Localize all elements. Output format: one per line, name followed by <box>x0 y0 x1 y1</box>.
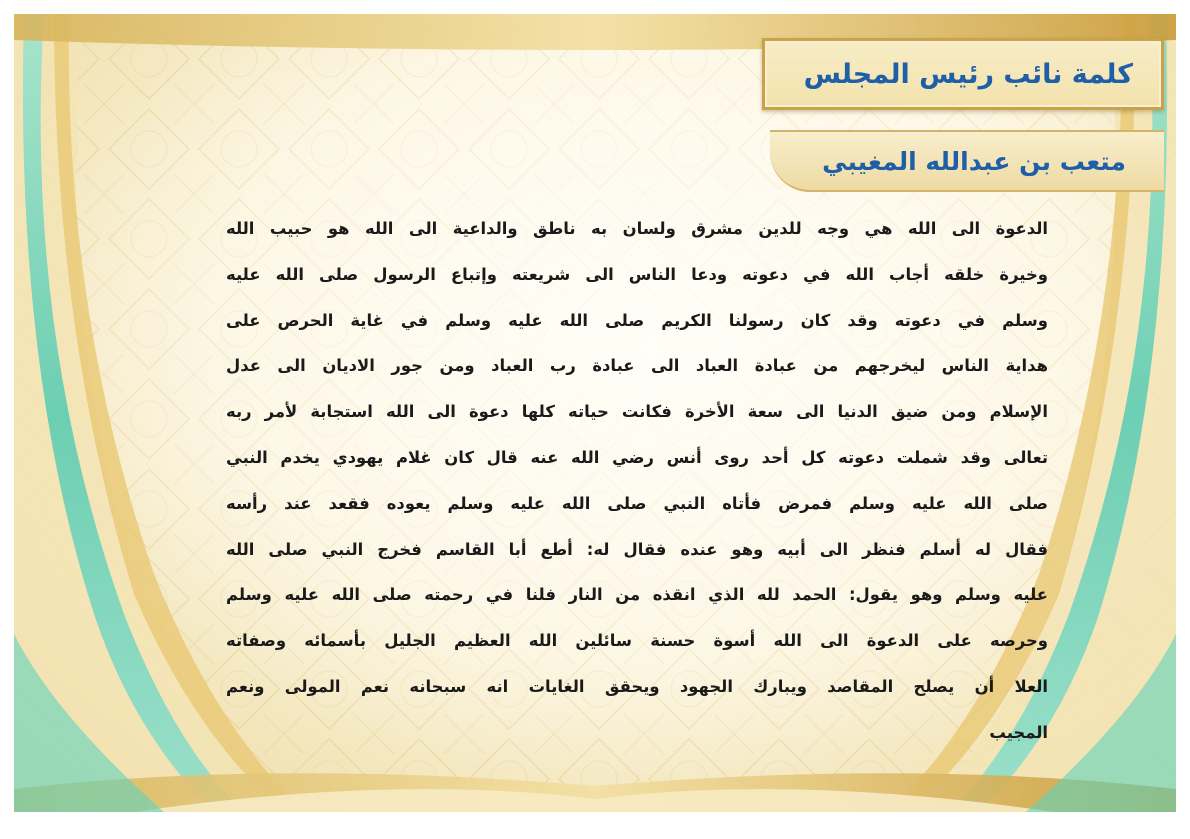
title-banner <box>762 38 1164 110</box>
body-line: صلى الله عليه وسلم فمرض فأتاه النبي صلى الله عليه وسلم يعوده فقعد عند رأسه <box>226 493 1048 513</box>
speaker-name: متعب بن عبدالله المغيبي <box>822 146 1126 176</box>
body-line: عليه وسلم وهو يقول: الحمد لله الذي انقذه من النار فلنا في رحمته صلى الله عليه وسلم <box>226 585 1048 605</box>
body-line: العلا أن يصلح المقاصد ويبارك الجهود ويحقق الغايات انه سبحانه نعم المولى ونعم <box>226 676 1048 696</box>
body-line: المجيب <box>989 722 1048 742</box>
decorative-frame <box>14 14 1176 812</box>
body-line: وسلم في دعوته وقد كان رسولنا الكريم صلى الله عليه وسلم في غاية الحرص على <box>226 310 1048 330</box>
body-line: فقال له أسلم فنظر الى أبيه وهو عنده فقال له: أطع أبا القاسم فخرج النبي صلى الله <box>226 539 1048 559</box>
speech-body <box>226 206 1048 756</box>
body-line: الإسلام ومن ضيق الدنيا الى سعة الأخرة فكانت حياته كلها دعوة الى الله استجابة لأمر ربه <box>226 402 1048 422</box>
body-line: وحرصه على الدعوة الى الله أسوة حسنة سائلين الله العظيم الجليل بأسمائه وصفاته <box>226 631 1048 651</box>
body-line: هداية الناس ليخرجهم من عبادة العباد الى عبادة رب العباد ومن جور الاديان الى عدل <box>226 356 1048 376</box>
body-line: وخيرة خلقه أجاب الله في دعوته ودعا الناس الى شريعته وإتباع الرسول صلى الله عليه <box>226 264 1048 284</box>
page-title: كلمة نائب رئيس المجلس <box>803 58 1133 90</box>
speaker-name-banner <box>770 130 1164 192</box>
body-line: تعالى وقد شملت دعوته كل أحد روى أنس رضي الله عنه قال كان غلام يهودي يخدم النبي <box>226 447 1048 467</box>
body-line: الدعوة الى الله هي وجه للدين مشرق ولسان به ناطق والداعية الى الله هو حبيب الله <box>226 219 1048 238</box>
